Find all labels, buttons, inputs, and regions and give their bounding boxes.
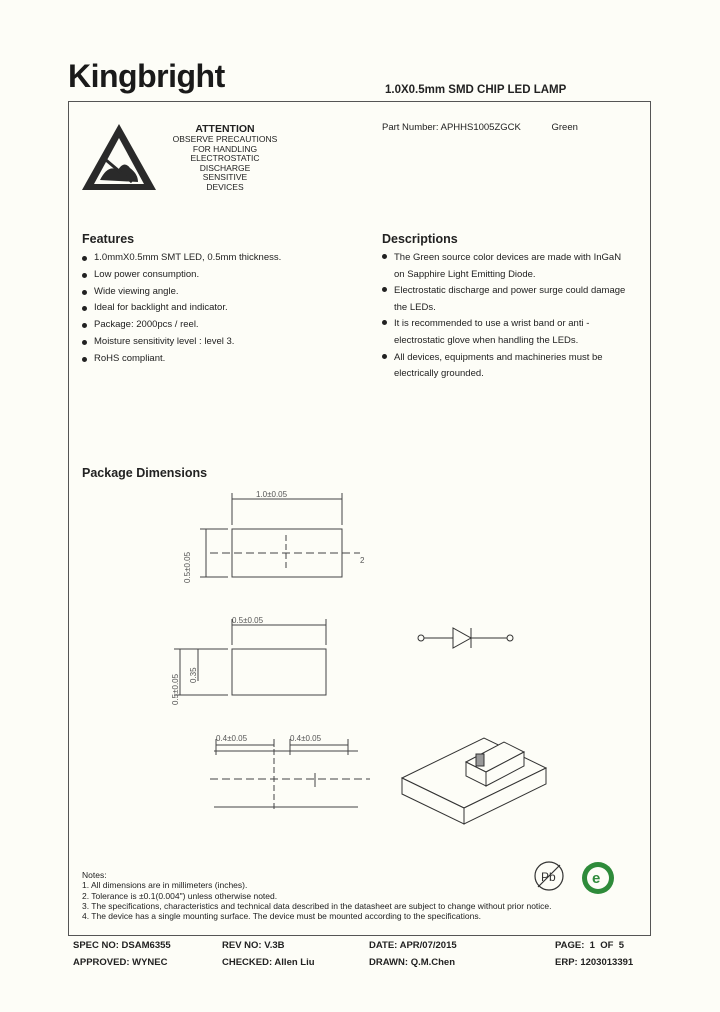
feature-item: Low power consumption.	[82, 269, 362, 286]
package-dimension-drawing	[170, 485, 400, 830]
feature-item: 1.0mmX0.5mm SMT LED, 0.5mm thickness.	[82, 252, 362, 269]
erp-number: ERP: 1203013391	[555, 957, 634, 968]
description-item	[382, 316, 644, 349]
rohs-e-icon	[580, 860, 616, 896]
part-number: Part Number: APHHS1005ZGCK	[382, 122, 521, 133]
part-color: Green	[551, 122, 578, 133]
descriptions-list	[382, 250, 644, 383]
part-number-row	[382, 122, 578, 133]
checked-by: CHECKED: Allen Liu	[222, 957, 315, 968]
dim-height-lens: 0.35	[189, 667, 198, 683]
notes-title: Notes:	[82, 870, 107, 880]
description-line: electrostatic glove when handling the LEDs.	[394, 334, 579, 346]
description-line: It is recommended to use a wrist band or anti -	[394, 318, 590, 330]
note-item: 1. All dimensions are in millimeters (inches).	[82, 880, 248, 891]
dim-pad-right: 0.4±0.05	[290, 734, 322, 743]
features-list	[82, 252, 362, 370]
description-line: on Sapphire Light Emitting Diode.	[394, 268, 536, 280]
note-item: 4. The device has a single mounting surface. The device must be mounted according to the specifications.	[82, 911, 481, 922]
note-item: 2. Tolerance is ±0.1(0.004") unless otherwise noted.	[82, 890, 278, 901]
dim-label: 2	[360, 556, 365, 565]
package-3d-illustration	[400, 720, 550, 840]
page-number: PAGE: 1 OF 5	[555, 940, 624, 951]
rev-no: REV NO: V.3B	[222, 940, 285, 951]
attention-block	[165, 123, 285, 193]
description-line: The Green source color devices are made with InGaN	[394, 252, 622, 263]
description-item	[382, 350, 644, 383]
approved-by: APPROVED: WYNEC	[73, 957, 168, 968]
attention-line: ELECTROSTATIC	[190, 153, 260, 164]
spec-no: SPEC NO: DSAM6355	[73, 940, 171, 951]
feature-item: RoHS compliant.	[82, 353, 362, 370]
dim-pad-left: 0.4±0.05	[216, 734, 248, 743]
pb-free-icon	[533, 860, 565, 892]
brand-logo: Kingbright	[68, 58, 225, 94]
feature-item: Package: 2000pcs / reel.	[82, 319, 362, 336]
attention-heading: ATTENTION	[195, 123, 255, 135]
note-item: 3. The specifications, characteristics and technical data described in the datasheet are subject to change without prior notice.	[82, 900, 552, 911]
led-diode-symbol	[415, 624, 525, 652]
pb-free-text: Pb	[541, 870, 556, 884]
attention-line: FOR HANDLING	[192, 143, 258, 154]
description-line: the LEDs.	[394, 301, 436, 313]
dim-length: 1.0±0.05	[256, 490, 288, 499]
document-title: 1.0X0.5mm SMD CHIP LED LAMP	[385, 84, 567, 96]
descriptions-heading: Descriptions	[382, 232, 458, 246]
feature-item: Ideal for backlight and indicator.	[82, 302, 362, 319]
description-item	[382, 250, 644, 283]
dim-pcb-width: 0.5±0.05	[232, 616, 264, 625]
attention-line: DISCHARGE	[199, 162, 251, 173]
esd-warning-icon	[78, 120, 160, 194]
attention-line: SENSITIVE	[202, 172, 248, 183]
package-dimensions-heading: Package Dimensions	[82, 466, 208, 480]
attention-line: DEVICES	[206, 181, 244, 192]
description-item	[382, 283, 644, 316]
notes-block	[82, 870, 552, 921]
date: DATE: APR/07/2015	[369, 940, 457, 951]
features-heading: Features	[82, 232, 135, 246]
description-line: All devices, equipments and machineries must be	[394, 351, 603, 363]
feature-item: Moisture sensitivity level : level 3.	[82, 336, 362, 353]
feature-item: Wide viewing angle.	[82, 286, 362, 303]
attention-line: OBSERVE PRECAUTIONS	[172, 134, 278, 144]
description-line: Electrostatic discharge and power surge could damage	[394, 285, 626, 297]
dim-width: 0.5±0.05	[183, 551, 192, 583]
drawn-by: DRAWN: Q.M.Chen	[369, 957, 456, 968]
rohs-e-text: e	[592, 870, 601, 887]
dim-height-total: 0.5±0.05	[171, 673, 180, 705]
description-line: electrically grounded.	[394, 368, 484, 380]
